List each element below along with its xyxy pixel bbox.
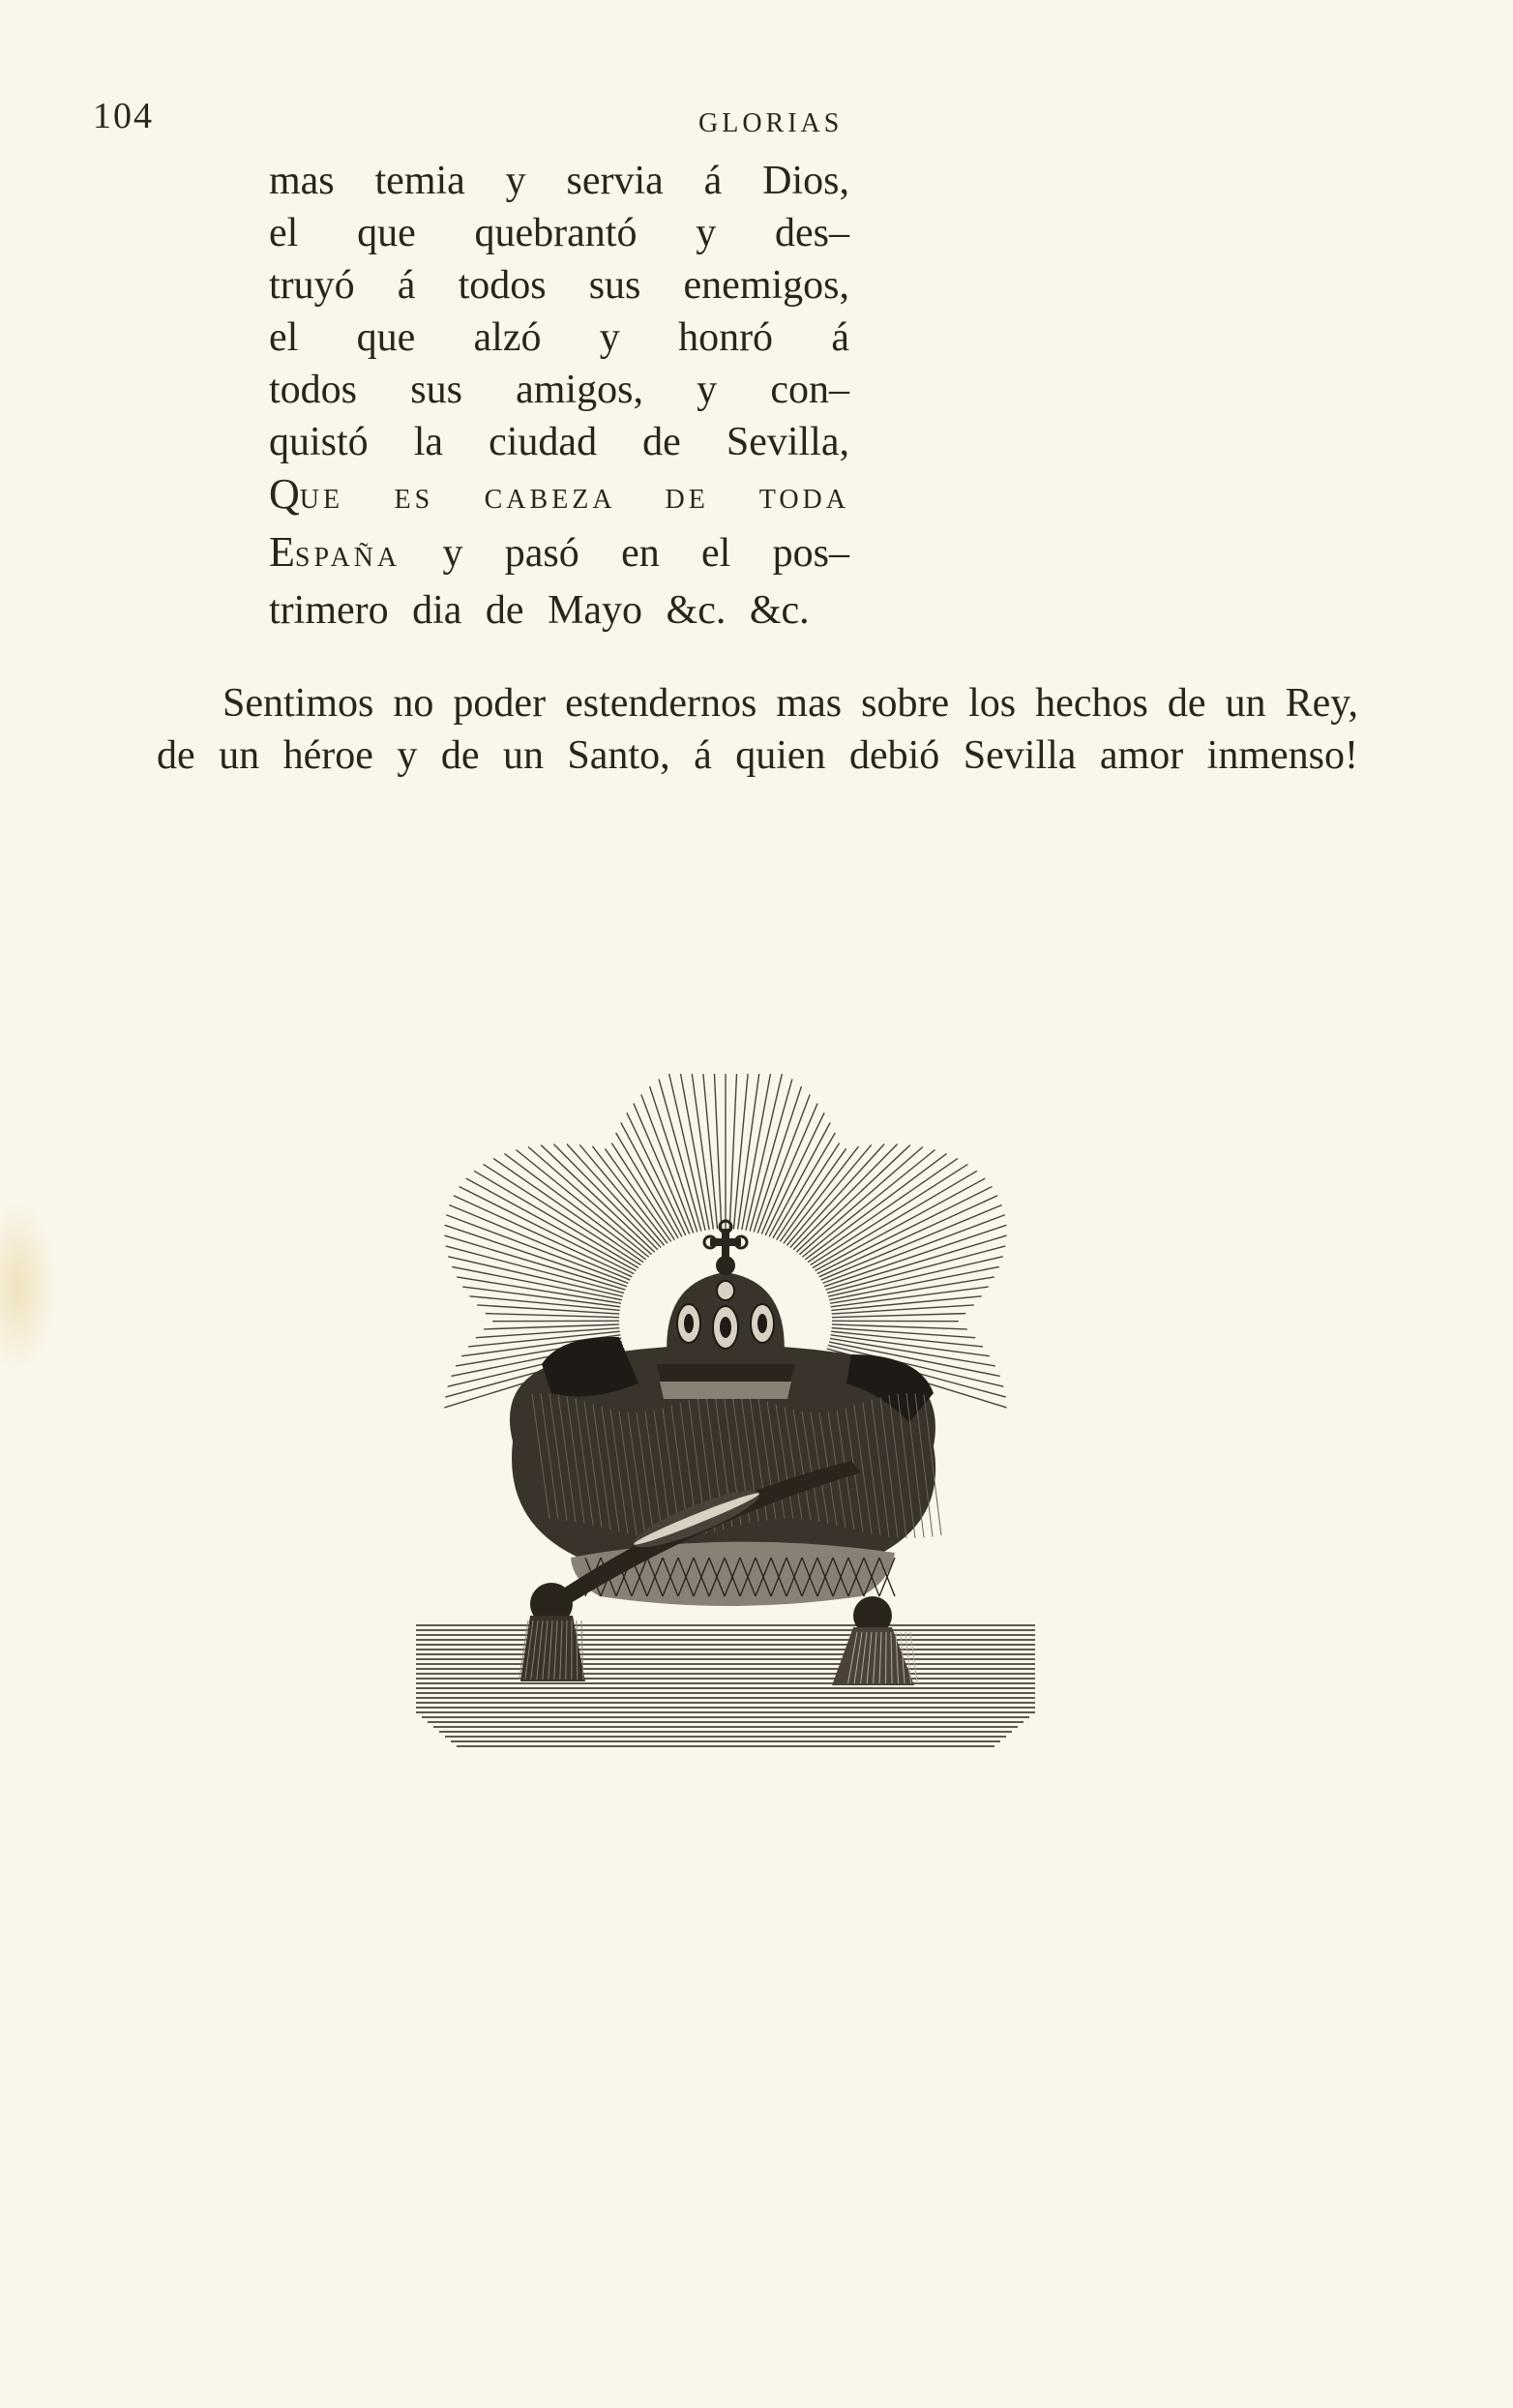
- inscription-block: [269, 155, 849, 637]
- paragraph-line: de un héroe y de un Santo, á quien debió Sevilla amor inmenso!: [157, 733, 1358, 778]
- running-head: GLORIAS: [698, 108, 844, 138]
- inscription-line: trimero dia de Mayo &c. &c.: [269, 588, 810, 633]
- inscription-line: el que alzó y honró á: [269, 315, 849, 360]
- inscription-line: quistó la ciudad de Sevilla,: [269, 420, 849, 464]
- paper-stain: [0, 1200, 58, 1374]
- crown-on-cushion-engraving: [406, 1074, 1045, 1770]
- inscription-text: y pasó en el pos–: [400, 531, 849, 576]
- small-caps-initial: Q: [269, 470, 300, 518]
- paragraph-line: Sentimos no poder estendernos mas sobre los hechos de un Rey,: [222, 681, 1358, 726]
- inscription-line: el que quebrantó y des–: [269, 211, 849, 255]
- small-caps-text: UE ES CABEZA DE TODA: [299, 485, 849, 515]
- small-caps-initial: E: [269, 528, 295, 576]
- inscription-line: todos sus amigos, y con–: [269, 368, 849, 412]
- table-base: [406, 1616, 1045, 1761]
- page-number: 104: [93, 96, 154, 136]
- inscription-line-smallcaps: [269, 468, 849, 526]
- small-caps-text: SPAÑA: [294, 543, 401, 573]
- inscription-line: truyó á todos sus enemigos,: [269, 263, 849, 308]
- closing-paragraph: [89, 677, 1358, 782]
- inscription-line: mas temia y servia á Dios,: [269, 159, 849, 203]
- inscription-line-mixed: [269, 526, 849, 584]
